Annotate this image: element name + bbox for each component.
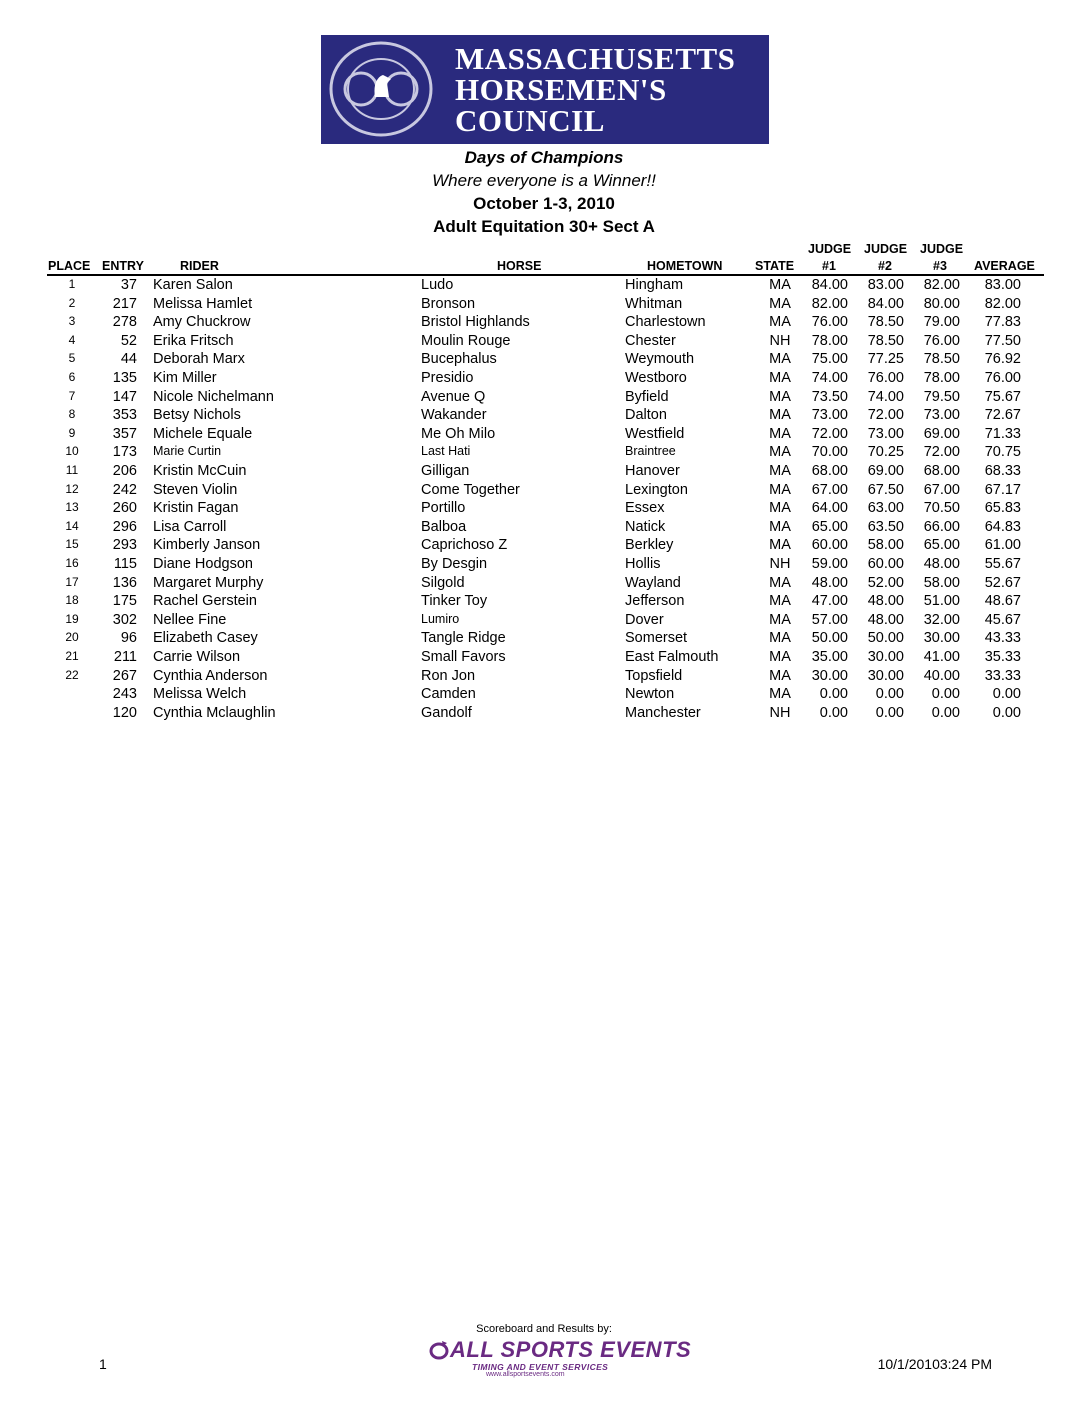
cell-hometown: Manchester (625, 704, 701, 721)
table-row (0, 370, 1088, 388)
cell-state: MA (769, 649, 791, 665)
cell-entry: 96 (120, 630, 137, 647)
logo-tagline: TIMING AND EVENT SERVICES (472, 1362, 609, 1372)
cell-state: MA (769, 537, 791, 554)
cell-avg: 77.50 (984, 332, 1021, 349)
table-row (0, 444, 1088, 462)
cell-j1: 59.00 (811, 556, 848, 572)
table-row (0, 314, 1088, 332)
cell-state: MA (769, 444, 791, 461)
table-row (0, 630, 1088, 648)
cell-hometown: Newton (625, 686, 675, 703)
cell-state: MA (769, 463, 791, 479)
cell-entry: 136 (112, 574, 137, 591)
cell-entry: 267 (112, 667, 137, 684)
cell-rider: Diane Hodgson (153, 556, 253, 572)
cell-rider: Kimberly Janson (153, 537, 261, 554)
col-header-judge3-bottom: #3 (933, 259, 947, 273)
cell-rider: Kristin McCuin (153, 463, 247, 479)
cell-avg: 65.83 (984, 500, 1021, 517)
cell-j2: 69.00 (867, 463, 904, 479)
header-rule (47, 274, 1044, 276)
cell-rider: Deborah Marx (153, 351, 245, 368)
cell-horse: Me Oh Milo (421, 425, 496, 442)
cell-entry: 217 (112, 295, 137, 312)
cell-j2: 0.00 (875, 704, 904, 721)
cell-j3: 0.00 (931, 704, 960, 721)
cell-place: 8 (68, 407, 76, 422)
cell-avg: 83.00 (984, 277, 1021, 293)
cell-place: 11 (65, 463, 79, 477)
cell-j2: 74.00 (867, 388, 904, 405)
cell-horse: Bronson (421, 295, 476, 312)
cell-state: MA (769, 425, 791, 442)
cell-state: MA (769, 388, 791, 405)
cell-hometown: Natick (625, 518, 666, 535)
cell-j2: 72.00 (867, 407, 904, 424)
event-dates: October 1-3, 2010 (473, 194, 615, 213)
event-tagline: Where everyone is a Winner!! (432, 171, 656, 190)
cell-avg: 0.00 (992, 704, 1021, 721)
cell-rider: Nellee Fine (153, 611, 227, 628)
col-header-place: PLACE (48, 259, 91, 273)
cell-hometown: Jefferson (625, 593, 685, 610)
cell-j1: 47.00 (811, 593, 848, 610)
cell-entry: 353 (112, 407, 137, 424)
cell-entry: 135 (112, 370, 137, 386)
table-row (0, 537, 1088, 555)
cell-entry: 243 (112, 686, 137, 703)
cell-place: 20 (65, 630, 79, 645)
cell-j2: 52.00 (867, 574, 904, 591)
table-row (0, 333, 1088, 351)
cell-j3: 48.00 (923, 556, 960, 572)
table-row (0, 389, 1088, 407)
cell-j3: 76.00 (923, 332, 960, 349)
table-row (0, 426, 1088, 444)
cell-entry: 302 (112, 611, 137, 628)
cell-j2: 77.25 (867, 351, 904, 368)
cell-rider: Cynthia Anderson (153, 667, 268, 684)
cell-state: MA (769, 314, 791, 331)
cell-entry: 44 (120, 351, 137, 368)
cell-avg: 52.67 (984, 574, 1021, 591)
col-header-judge1-top: JUDGE (808, 242, 852, 256)
cell-state: MA (769, 295, 791, 312)
cell-state: MA (769, 481, 791, 498)
table-row (0, 500, 1088, 518)
col-header-judge3-top: JUDGE (920, 242, 964, 256)
cell-j1: 0.00 (819, 686, 848, 703)
cell-j1: 50.00 (811, 630, 848, 647)
cell-j3: 0.00 (931, 686, 960, 703)
cell-hometown: Dalton (625, 407, 667, 424)
cell-j1: 75.00 (811, 351, 848, 368)
page-number: 1 (99, 1356, 107, 1372)
cell-j1: 73.50 (811, 388, 848, 405)
cell-entry: 211 (113, 649, 137, 665)
cell-state: MA (769, 593, 791, 610)
cell-horse: Silgold (421, 574, 465, 591)
cell-horse: Lumiro (421, 611, 460, 626)
cell-j1: 72.00 (811, 425, 848, 442)
cell-place: 13 (65, 500, 79, 515)
cell-place: 10 (65, 444, 79, 459)
cell-j1: 48.00 (811, 574, 848, 591)
cell-place: 7 (68, 388, 76, 403)
cell-hometown: Westboro (625, 370, 687, 386)
cell-entry: 147 (112, 388, 137, 405)
cell-avg: 67.17 (984, 481, 1021, 498)
cell-j1: 60.00 (811, 537, 848, 554)
cell-hometown: Berkley (625, 537, 674, 554)
cell-j1: 67.00 (811, 481, 848, 498)
cell-hometown: Hanover (625, 463, 680, 479)
cell-j3: 30.00 (923, 630, 960, 647)
cell-horse: Small Favors (421, 649, 506, 665)
table-row (0, 612, 1088, 630)
cell-avg: 35.33 (984, 649, 1021, 665)
cell-rider: Erika Fritsch (153, 332, 234, 349)
cell-rider: Melissa Hamlet (153, 295, 253, 312)
cell-rider: Rachel Gerstein (153, 593, 257, 610)
cell-state: MA (769, 686, 791, 703)
cell-j1: 78.00 (811, 332, 848, 349)
cell-j1: 30.00 (811, 667, 848, 684)
cell-rider: Betsy Nichols (153, 407, 241, 424)
cell-horse: By Desgin (421, 556, 488, 572)
cell-j1: 70.00 (811, 444, 848, 461)
cell-hometown: Chester (625, 332, 676, 349)
cell-rider: Cynthia Mclaughlin (153, 704, 276, 721)
col-header-state: STATE (755, 259, 795, 273)
cell-place: 17 (65, 574, 79, 589)
col-header-hometown: HOMETOWN (647, 259, 723, 273)
cell-j3: 78.00 (923, 370, 960, 386)
table-row (0, 668, 1088, 686)
cell-entry: 120 (112, 704, 137, 721)
council-banner (321, 35, 769, 144)
cell-j2: 70.25 (867, 444, 904, 461)
cell-avg: 33.33 (984, 667, 1021, 684)
col-header-horse: HORSE (497, 259, 542, 273)
cell-place: 5 (68, 351, 76, 366)
cell-rider: Elizabeth Casey (153, 630, 258, 647)
cell-j1: 76.00 (811, 314, 848, 331)
cell-j2: 63.50 (867, 518, 904, 535)
cell-avg: 48.67 (984, 593, 1021, 610)
council-seal-icon (325, 39, 437, 140)
cell-rider: Margaret Murphy (153, 574, 264, 591)
cell-state: NH (769, 704, 791, 721)
cell-place: 14 (65, 518, 79, 533)
table-row (0, 482, 1088, 500)
cell-j3: 65.00 (923, 537, 960, 554)
cell-place: 6 (68, 370, 76, 384)
col-header-judge1-bottom: #1 (822, 259, 836, 273)
cell-j2: 84.00 (867, 295, 904, 312)
cell-avg: 76.92 (984, 351, 1021, 368)
cell-avg: 64.83 (984, 518, 1021, 535)
cell-j3: 82.00 (923, 277, 960, 293)
cell-j2: 78.50 (867, 332, 904, 349)
cell-hometown: Somerset (625, 630, 688, 647)
cell-hometown: Westfield (625, 425, 685, 442)
event-name: Days of Champions (464, 148, 624, 167)
cell-entry: 293 (112, 537, 137, 554)
cell-rider: Michele Equale (153, 425, 253, 442)
table-row (0, 351, 1088, 369)
cell-j3: 72.00 (923, 444, 960, 461)
col-header-average: AVERAGE (974, 259, 1035, 273)
cell-entry: 175 (112, 593, 137, 610)
cell-j2: 76.00 (867, 370, 904, 386)
cell-j2: 83.00 (867, 277, 904, 293)
cell-horse: Bristol Highlands (421, 314, 530, 331)
cell-j2: 78.50 (867, 314, 904, 331)
cell-j2: 48.00 (867, 611, 904, 628)
cell-horse: Tangle Ridge (421, 630, 506, 647)
cell-place: 19 (65, 611, 79, 626)
cell-j1: 65.00 (811, 518, 848, 535)
logo-wordmark: ALL SPORTS EVENTS (450, 1337, 692, 1362)
cell-j1: 82.00 (811, 295, 848, 312)
cell-entry: 278 (112, 314, 137, 331)
cell-j3: 66.00 (923, 518, 960, 535)
cell-entry: 242 (112, 481, 137, 498)
cell-rider: Amy Chuckrow (153, 314, 251, 331)
cell-state: MA (769, 667, 791, 684)
cell-j1: 73.00 (811, 407, 848, 424)
col-header-rider: RIDER (180, 259, 219, 273)
cell-entry: 206 (112, 463, 137, 479)
cell-j3: 51.00 (923, 593, 960, 610)
cell-horse: Ludo (421, 277, 454, 293)
cell-state: MA (769, 500, 791, 517)
cell-j1: 84.00 (811, 277, 848, 293)
col-header-entry: ENTRY (102, 259, 144, 273)
table-row (0, 593, 1088, 611)
cell-place: 22 (65, 667, 79, 682)
cell-j3: 80.00 (923, 295, 960, 312)
banner-line-2: HORSEMEN'S (455, 72, 667, 107)
cell-j3: 68.00 (923, 463, 960, 479)
cell-j2: 0.00 (875, 686, 904, 703)
cell-rider: Carrie Wilson (153, 649, 241, 665)
cell-hometown: Hingham (625, 277, 684, 293)
cell-horse: Wakander (421, 407, 487, 424)
cell-j2: 63.00 (867, 500, 904, 517)
cell-rider: Steven Violin (153, 481, 238, 498)
class-title: Adult Equitation 30+ Sect A (433, 217, 655, 236)
cell-hometown: Hollis (625, 556, 661, 572)
table-row (0, 519, 1088, 537)
cell-j3: 41.00 (923, 649, 960, 665)
cell-j1: 57.00 (811, 611, 848, 628)
cell-j3: 67.00 (923, 481, 960, 498)
cell-horse: Bucephalus (421, 351, 497, 368)
cell-place: 12 (65, 481, 79, 496)
cell-j3: 70.50 (923, 500, 960, 517)
cell-avg: 71.33 (984, 425, 1021, 442)
scoreboard-credit: Scoreboard and Results by: (476, 1323, 612, 1335)
cell-avg: 43.33 (984, 630, 1021, 647)
cell-j1: 64.00 (811, 500, 848, 517)
cell-j1: 74.00 (811, 370, 848, 386)
cell-rider: Karen Salon (153, 277, 233, 293)
cell-j1: 35.00 (811, 649, 848, 665)
cell-state: MA (769, 277, 791, 293)
cell-entry: 260 (112, 500, 137, 517)
cell-horse: Come Together (421, 481, 520, 498)
logo-url: www.allsportsevents.com (486, 1371, 565, 1378)
cell-horse: Caprichoso Z (421, 537, 508, 554)
cell-rider: Kristin Fagan (153, 500, 239, 517)
cell-hometown: Charlestown (625, 314, 706, 331)
cell-horse: Presidio (421, 370, 474, 386)
cell-hometown: Whitman (625, 295, 683, 312)
cell-state: MA (769, 370, 791, 386)
cell-j3: 73.00 (923, 407, 960, 424)
cell-rider: Kim Miller (153, 370, 217, 386)
cell-place: 18 (65, 593, 79, 608)
cell-j3: 79.50 (923, 388, 960, 405)
all-sports-events-logo (428, 1337, 692, 1379)
cell-state: MA (769, 518, 791, 535)
cell-place: 16 (65, 556, 79, 570)
table-row (0, 575, 1088, 593)
print-timestamp: 10/1/20103:24 PM (877, 1356, 992, 1372)
cell-avg: 68.33 (984, 463, 1021, 479)
cell-place: 2 (68, 295, 76, 310)
cell-entry: 115 (113, 556, 137, 572)
cell-avg: 70.75 (984, 444, 1021, 461)
cell-horse: Camden (421, 686, 476, 703)
cell-j2: 50.00 (867, 630, 904, 647)
cell-j2: 30.00 (867, 667, 904, 684)
cell-entry: 173 (112, 444, 137, 461)
cell-j2: 30.00 (867, 649, 904, 665)
cell-state: NH (769, 556, 791, 572)
cell-entry: 37 (120, 277, 137, 293)
cell-j1: 68.00 (811, 463, 848, 479)
cell-rider: Lisa Carroll (153, 518, 227, 535)
cell-entry: 296 (112, 518, 137, 535)
cell-place: 3 (68, 314, 76, 329)
cell-hometown: Topsfield (625, 667, 683, 684)
cell-j3: 32.00 (923, 611, 960, 628)
col-header-judge2-bottom: #2 (878, 259, 892, 273)
cell-avg: 72.67 (984, 407, 1021, 424)
cell-state: MA (769, 351, 791, 368)
cell-rider: Nicole Nichelmann (153, 388, 274, 405)
council-name (455, 43, 735, 136)
cell-place: 1 (68, 277, 76, 291)
cell-avg: 76.00 (984, 370, 1021, 386)
cell-j2: 48.00 (867, 593, 904, 610)
cell-horse: Gandolf (421, 704, 472, 721)
table-row (0, 556, 1088, 574)
cell-j2: 60.00 (867, 556, 904, 572)
cell-j3: 58.00 (923, 574, 960, 591)
table-row (0, 407, 1088, 425)
cell-j2: 73.00 (867, 425, 904, 442)
table-row (0, 705, 1088, 723)
cell-hometown: Wayland (625, 574, 681, 591)
cell-avg: 55.67 (984, 556, 1021, 572)
cell-avg: 45.67 (984, 611, 1021, 628)
cell-place: 21 (65, 649, 79, 663)
cell-state: MA (769, 611, 791, 628)
cell-j1: 0.00 (819, 704, 848, 721)
cell-place: 9 (68, 425, 76, 440)
cell-horse: Avenue Q (421, 388, 486, 405)
cell-avg: 82.00 (984, 295, 1021, 312)
table-row (0, 296, 1088, 314)
cell-entry: 357 (112, 425, 137, 442)
cell-hometown: Lexington (625, 481, 688, 498)
table-row (0, 463, 1088, 481)
cell-horse: Tinker Toy (421, 593, 488, 610)
cell-state: NH (769, 332, 791, 349)
cell-j3: 79.00 (923, 314, 960, 331)
cell-place: 15 (65, 537, 79, 552)
cell-horse: Last Hati (421, 444, 471, 459)
cell-state: MA (769, 574, 791, 591)
cell-j3: 40.00 (923, 667, 960, 684)
cell-avg: 77.83 (984, 314, 1021, 331)
cell-j3: 69.00 (923, 425, 960, 442)
cell-hometown: Braintree (625, 444, 676, 459)
cell-state: MA (769, 630, 791, 647)
col-header-judge2-top: JUDGE (864, 242, 908, 256)
cell-rider: Melissa Welch (153, 686, 247, 703)
cell-horse: Gilligan (421, 463, 470, 479)
cell-place: 4 (68, 332, 76, 347)
cell-state: MA (769, 407, 791, 424)
table-row (0, 686, 1088, 704)
cell-horse: Ron Jon (421, 667, 476, 684)
cell-avg: 75.67 (984, 388, 1021, 405)
cell-avg: 0.00 (992, 686, 1021, 703)
banner-line-1: MASSACHUSETTS (455, 41, 736, 76)
cell-hometown: East Falmouth (625, 649, 719, 665)
cell-j2: 58.00 (867, 537, 904, 554)
cell-entry: 52 (120, 332, 137, 349)
table-row (0, 277, 1088, 295)
table-row (0, 649, 1088, 667)
banner-line-3: COUNCIL (455, 103, 605, 138)
cell-horse: Portillo (421, 500, 466, 517)
cell-hometown: Weymouth (625, 351, 695, 368)
cell-hometown: Byfield (625, 388, 669, 405)
cell-hometown: Essex (625, 500, 665, 517)
cell-horse: Moulin Rouge (421, 332, 511, 349)
logo-swoosh-icon (428, 1340, 450, 1360)
cell-rider: Marie Curtin (153, 444, 222, 459)
cell-hometown: Dover (625, 611, 664, 628)
cell-avg: 61.00 (984, 537, 1021, 554)
cell-j3: 78.50 (923, 351, 960, 368)
cell-j2: 67.50 (867, 481, 904, 498)
cell-horse: Balboa (421, 518, 467, 535)
